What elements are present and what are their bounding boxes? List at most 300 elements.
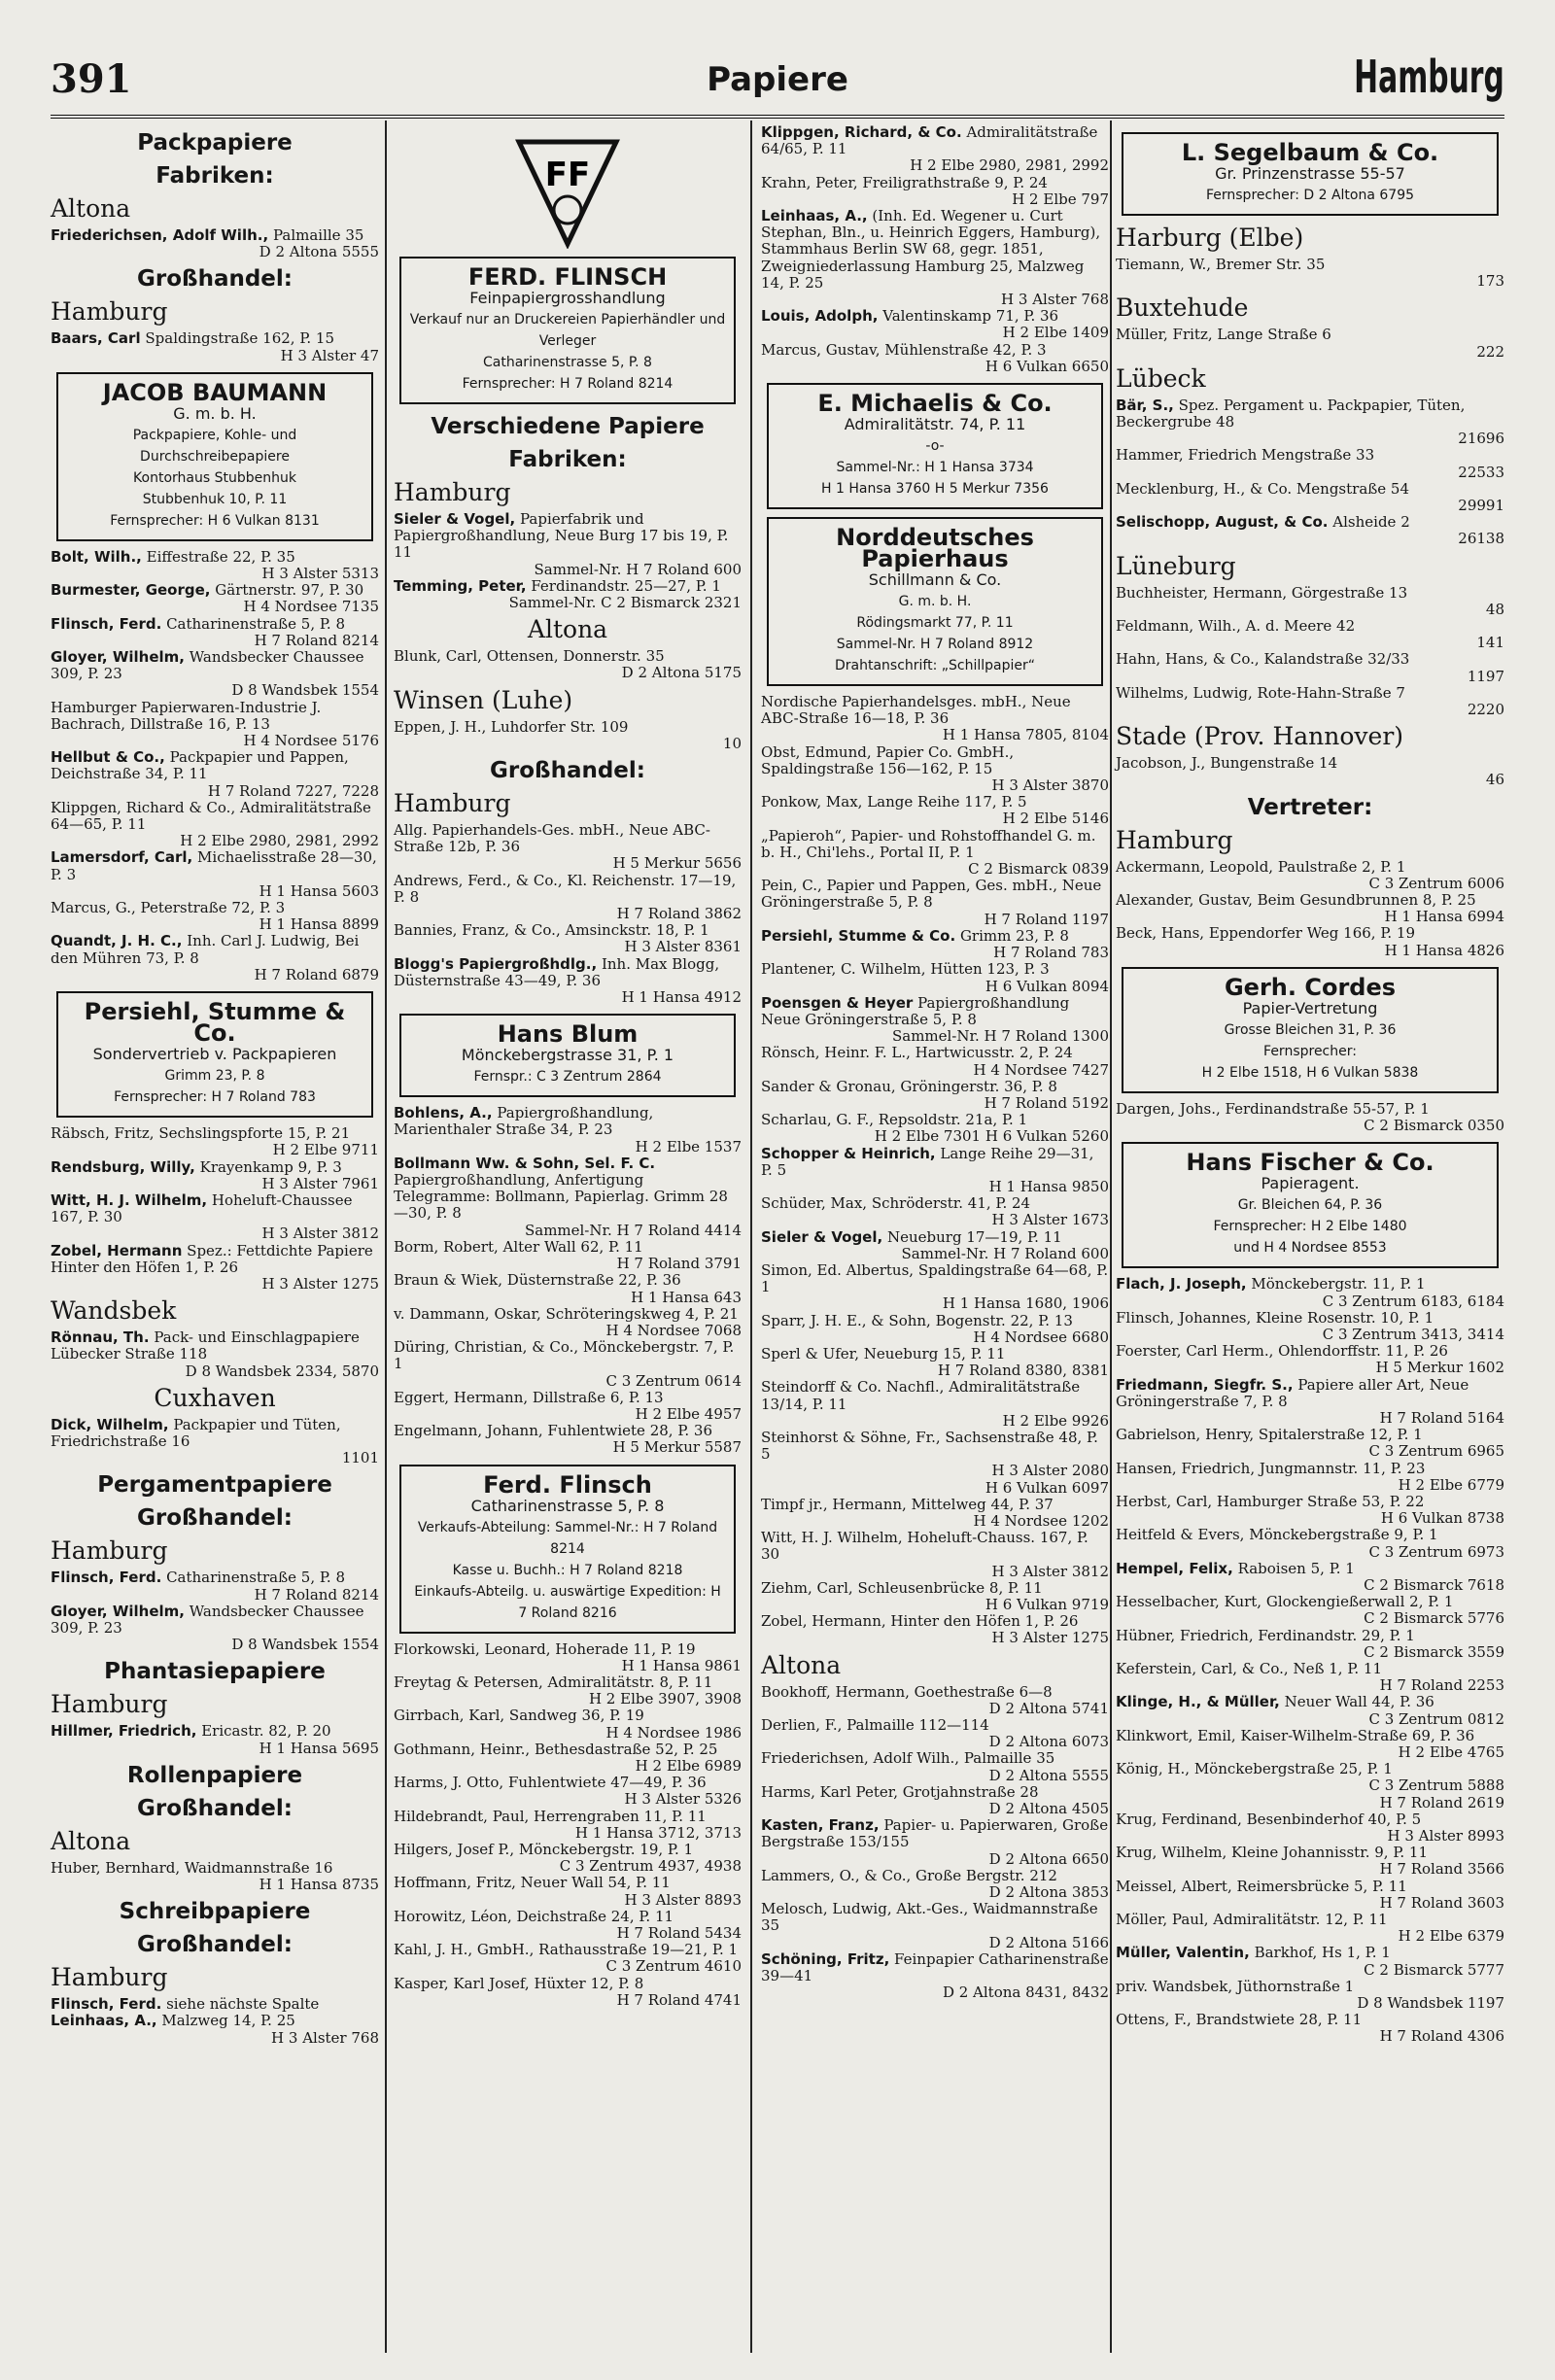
entry-address: Wandsbecker Chaussee 309, P. 23 xyxy=(51,1602,364,1637)
directory-entry xyxy=(51,1604,379,1654)
entry-phone: 1101 xyxy=(341,1449,379,1467)
entry-phone: C 2 Bismarck 5777 xyxy=(1364,1960,1504,1979)
directory-entry xyxy=(761,1868,1109,1901)
ad-line: FERD. FLINSCH xyxy=(467,263,668,291)
entry-address: Alsheide 2 xyxy=(1332,513,1410,532)
directory-entry xyxy=(51,933,379,983)
ad-line: Hans Blum xyxy=(497,1020,639,1049)
flinsch-logo-icon xyxy=(514,132,621,249)
city-heading: Altona xyxy=(761,1650,842,1679)
advertisement-box xyxy=(1122,1142,1499,1268)
entry-address: Hahn, Hans, & Co., Kalandstraße 32/33 xyxy=(1116,650,1410,669)
directory-entry xyxy=(761,794,1109,827)
city-heading: Altona xyxy=(51,194,131,223)
entry-address: Papier- u. Papierwaren, Große Bergstraße 153/155 xyxy=(761,1816,1109,1851)
directory-entry xyxy=(1116,1343,1504,1376)
ad-line: Gr. Prinzenstrasse 55-57 xyxy=(1215,164,1405,183)
ad-line: H 2 Elbe 1518, H 6 Vulkan 5838 xyxy=(1201,1064,1419,1081)
directory-entry xyxy=(394,1942,742,1975)
city-heading: Altona xyxy=(51,1826,131,1855)
column-4 xyxy=(1116,124,1504,2046)
entry-phone: H 7 Roland 4741 xyxy=(616,1990,742,2009)
directory-entry xyxy=(761,1497,1109,1530)
entry-address: Jacobson, J., Bungenstraße 14 xyxy=(1116,754,1338,773)
entry-address: Meissel, Albert, Reimersbrücke 5, P. 11 xyxy=(1116,1877,1407,1895)
entry-phone: H 3 Alster 5326 xyxy=(624,1790,742,1809)
entry-address: Heitfeld & Evers, Mönckebergstraße 9, P. 1 xyxy=(1116,1526,1438,1544)
entry-address: Inh. Carl J. Ludwig, Bei den Mühren 73, P. 8 xyxy=(51,932,360,967)
entry-name: Hempel, Felix, xyxy=(1116,1559,1233,1577)
entry-address: Packpapier und Pappen, Deichstraße 34, P. 11 xyxy=(51,748,349,783)
entry-phone: C 3 Zentrum 6183, 6184 xyxy=(1322,1292,1504,1310)
directory-entry xyxy=(761,1045,1109,1078)
page-header xyxy=(51,51,1504,119)
entry-address: Schüder, Max, Schröderstr. 41, P. 24 xyxy=(761,1194,1031,1213)
entry-phone: H 2 Elbe 797 xyxy=(1012,190,1109,208)
city-heading: Wandsbek xyxy=(51,1296,177,1326)
entry-phone: H 7 Roland 5434 xyxy=(616,1923,742,1942)
entry-phone: H 3 Alster 1275 xyxy=(991,1629,1109,1647)
entry-address: Borm, Robert, Alter Wall 62, P. 11 xyxy=(394,1237,643,1256)
entry-address: Papiere aller Art, Neue Gröningerstraße 7, P. 8 xyxy=(1116,1375,1469,1410)
entry-address: Blunk, Carl, Ottensen, Donnerstr. 35 xyxy=(394,647,665,666)
directory-entry xyxy=(51,1192,379,1243)
entry-phone: H 7 Roland 5192 xyxy=(984,1093,1109,1112)
ad-line: Einkaufs-Abteilg. u. auswärtige Expedition: H 7 Roland 8216 xyxy=(414,1583,721,1621)
entry-phone: H 4 Nordsee 6680 xyxy=(973,1328,1109,1346)
entry-address: Obst, Edmund, Papier Co. GmbH., Spaldingstraße 156—162, P. 15 xyxy=(761,742,1015,777)
directory-entry xyxy=(1116,1845,1504,1878)
entry-address: Foerster, Carl Herm., Ohlendorffstr. 11, P. 26 xyxy=(1116,1342,1448,1361)
category-heading: Fabriken: xyxy=(156,163,274,189)
entry-address: Plantener, C. Wilhelm, Hütten 123, P. 3 xyxy=(761,960,1050,979)
ad-line: H 1 Hansa 3760 H 5 Merkur 7356 xyxy=(821,481,1049,498)
advertisement-box xyxy=(767,517,1103,686)
entry-phone: 10 xyxy=(722,734,742,752)
ad-line: Sammel-Nr. H 7 Roland 8912 xyxy=(836,637,1034,653)
entry-name: Gloyer, Wilhelm, xyxy=(51,648,185,667)
directory-entry xyxy=(394,1272,742,1305)
entry-address: Sander & Gronau, Gröningerstr. 36, P. 8 xyxy=(761,1077,1057,1095)
entry-phone: H 4 Nordsee 7135 xyxy=(243,598,379,616)
entry-address: Steindorff & Co. Nachfl., Admiralitätstraße 13/14, P. 11 xyxy=(761,1378,1081,1413)
directory-entry xyxy=(1116,1795,1504,1811)
entry-phone: H 2 Elbe 3907, 3908 xyxy=(588,1690,742,1708)
entry-address: Hildebrandt, Paul, Herrengraben 11, P. 11 xyxy=(394,1807,707,1825)
entry-address: Timpf jr., Hermann, Mittelweg 44, P. 37 xyxy=(761,1495,1054,1513)
directory-entry xyxy=(51,1569,379,1603)
directory-entry xyxy=(761,308,1109,341)
entry-name: Lamersdorf, Carl, xyxy=(51,848,193,867)
entry-address: Mönckebergstr. 11, P. 1 xyxy=(1251,1275,1426,1293)
directory-entry xyxy=(51,800,379,850)
entry-phone: 21696 xyxy=(1458,430,1504,448)
directory-entry xyxy=(1116,859,1504,892)
entry-phone: H 5 Merkur 5656 xyxy=(612,854,742,873)
entry-phone: H 7 Roland 3566 xyxy=(1379,1860,1504,1879)
ad-line: Sammel-Nr.: H 1 Hansa 3734 xyxy=(836,460,1034,476)
entry-address: Papiergroßhandlung, Marienthaler Straße 34, P. 23 xyxy=(394,1104,654,1139)
entry-address: Kasper, Karl Josef, Hüxter 12, P. 8 xyxy=(394,1974,644,1992)
entry-phone: H 2 Elbe 9711 xyxy=(272,1141,379,1159)
entry-phone: H 1 Hansa 7805, 8104 xyxy=(942,726,1109,744)
ad-line: Catharinenstrasse 5, P. 8 xyxy=(483,355,652,370)
entry-phone: H 2 Elbe 6379 xyxy=(1398,1927,1504,1946)
directory-entry xyxy=(761,1817,1109,1868)
ad-line: Ferd. Flinsch xyxy=(483,1470,652,1499)
directory-entry xyxy=(761,1613,1109,1646)
directory-entry xyxy=(761,828,1109,879)
entry-address: Spez.: Fettdichte Papiere Hinter den Höfen 1, P. 26 xyxy=(51,1241,373,1276)
city-heading: Altona xyxy=(527,615,608,644)
ad-line: Mönckebergstrasse 31, P. 1 xyxy=(461,1046,674,1065)
entry-address: Beck, Hans, Eppendorfer Weg 166, P. 19 xyxy=(1116,924,1415,943)
entry-name: Sieler & Vogel, xyxy=(761,1227,883,1246)
entry-phone: H 3 Alster 3812 xyxy=(991,1562,1109,1580)
ad-line: Fernsprecher: xyxy=(1263,1043,1357,1059)
entry-phone: H 1 Hansa 5603 xyxy=(259,881,379,900)
city-heading: Hamburg xyxy=(51,297,168,327)
directory-entry xyxy=(51,900,379,933)
directory-entry xyxy=(51,1329,379,1380)
entry-address: Eiffestraße 22, P. 35 xyxy=(146,547,295,566)
advertisement-box xyxy=(399,257,736,404)
entry-address: Admiralitätstraße 64/65, P. 11 xyxy=(761,123,1098,158)
advertisement-box xyxy=(767,383,1103,509)
column-3 xyxy=(761,124,1109,2001)
directory-entry xyxy=(394,511,742,578)
directory-entry xyxy=(1116,1527,1504,1560)
ad-line: Gerh. Cordes xyxy=(1224,973,1397,1001)
entry-phone: H 2 Elbe 4765 xyxy=(1398,1742,1504,1761)
ad-line: Fernsprecher: H 7 Roland 8214 xyxy=(462,376,674,392)
entry-phone: H 7 Roland 3603 xyxy=(1379,1893,1504,1912)
entry-phone: H 6 Vulkan 9719 xyxy=(985,1596,1109,1614)
directory-entry xyxy=(394,1875,742,1908)
entry-phone: H 1 Hansa 4912 xyxy=(621,988,742,1007)
ad-line: Admiralitätstr. 74, P. 11 xyxy=(844,415,1026,434)
entry-name: Louis, Adolph, xyxy=(761,307,879,326)
entry-name: Flinsch, Ferd. xyxy=(51,1995,162,2014)
entry-name: Bohlens, A., xyxy=(394,1104,493,1122)
entry-address: Andrews, Ferd., & Co., Kl. Reichenstr. 17—19, P. 8 xyxy=(394,871,737,906)
entry-phone: H 4 Nordsee 5176 xyxy=(243,732,379,750)
directory-entry xyxy=(394,1239,742,1272)
entry-phone: 48 xyxy=(1485,600,1504,618)
entry-address: Düring, Christian, & Co., Mönckebergstr. 7, P. 1 xyxy=(394,1338,735,1373)
directory-entry xyxy=(394,1339,742,1390)
entry-address: Barkhof, Hs 1, P. 1 xyxy=(1254,1944,1391,1962)
entry-phone: H 3 Alster 5313 xyxy=(261,565,379,583)
category-heading: Schreibpapiere xyxy=(119,1899,311,1925)
entry-address: Mecklenburg, H., & Co. Mengstraße 54 xyxy=(1116,479,1410,498)
city-heading: Hamburg xyxy=(51,1963,168,1992)
directory-entry xyxy=(1116,1811,1504,1845)
entry-address: Feldmann, Wilh., A. d. Meere 42 xyxy=(1116,617,1356,636)
directory-entry xyxy=(1116,1561,1504,1594)
directory-entry xyxy=(394,1306,742,1339)
ad-line: Gr. Bleichen 64, P. 36 xyxy=(1237,1197,1383,1214)
category-heading: Großhandel: xyxy=(137,1505,293,1532)
directory-entry xyxy=(51,2013,379,2046)
entry-phone: H 1 Hansa 9850 xyxy=(988,1177,1109,1195)
directory-entry xyxy=(394,1742,742,1775)
entry-phone: D 8 Wandsbek 1554 xyxy=(231,1636,379,1654)
entry-address: Grimm 23, P. 8 xyxy=(959,926,1069,945)
entry-phone: D 8 Wandsbek 1197 xyxy=(1357,1994,1504,2013)
entry-address: Florkowski, Leonard, Hoherade 11, P. 19 xyxy=(394,1639,696,1658)
entry-phone: 22533 xyxy=(1458,463,1504,481)
column-rule xyxy=(750,121,752,2353)
directory-entry xyxy=(761,744,1109,795)
entry-address: Alexander, Gustav, Beim Gesundbrunnen 8, P. 25 xyxy=(1116,891,1476,910)
entry-address: Marcus, Gustav, Mühlenstraße 42, P. 3 xyxy=(761,340,1047,359)
entry-phone: C 3 Zentrum 6973 xyxy=(1368,1542,1504,1561)
entry-address: Spaldingstraße 162, P. 15 xyxy=(145,329,335,348)
directory-entry xyxy=(761,995,1109,1046)
entry-phone: H 7 Roland 3791 xyxy=(616,1255,742,1273)
ad-line: Grosse Bleichen 31, P. 36 xyxy=(1224,1021,1397,1038)
column-1 xyxy=(51,124,379,2047)
directory-entry xyxy=(761,208,1109,308)
directory-entry xyxy=(761,175,1109,208)
city-heading: Winsen (Luhe) xyxy=(394,685,573,714)
entry-phone: D 8 Wandsbek 2334, 5870 xyxy=(185,1362,379,1380)
ad-line: Rödingsmarkt 77, P. 11 xyxy=(856,615,1014,632)
ad-line: Papier-Vertretung xyxy=(1242,998,1378,1018)
entry-phone: H 3 Alster 8893 xyxy=(624,1890,742,1909)
entry-name: Flach, J. Joseph, xyxy=(1116,1275,1247,1293)
ad-line: G. m. b. H. xyxy=(173,403,257,423)
entry-address: Buchheister, Hermann, Görgestraße 13 xyxy=(1116,583,1408,602)
entry-phone: H 7 Roland 5164 xyxy=(1379,1408,1504,1427)
entry-phone: 46 xyxy=(1485,771,1504,789)
directory-entry xyxy=(1116,1945,1504,1978)
entry-address: Raboisen 5, P. 1 xyxy=(1237,1559,1355,1577)
ad-line: Fernsprecher: D 2 Altona 6795 xyxy=(1205,188,1415,203)
entry-address: Bannies, Franz, & Co., Amsinckstr. 18, P. 1 xyxy=(394,921,709,940)
entry-phone: H 2 Elbe 4957 xyxy=(635,1404,742,1423)
ad-line: Drahtanschrift: „Schillpapier“ xyxy=(834,658,1036,674)
entry-phone: H 2 Elbe 1537 xyxy=(635,1137,742,1156)
entry-address: Feinpapier Catharinenstraße 39—41 xyxy=(761,1949,1109,1985)
entry-phone: C 2 Bismarck 3559 xyxy=(1364,1642,1504,1661)
entry-address: Marcus, G., Peterstraße 72, P. 3 xyxy=(51,899,286,917)
entry-phone: C 3 Zentrum 6965 xyxy=(1368,1442,1504,1461)
directory-entry xyxy=(1116,2012,1504,2045)
entry-phone: Sammel-Nr. H 7 Roland 600 xyxy=(534,560,742,578)
entry-phone: H 5 Merkur 5587 xyxy=(612,1438,742,1457)
directory-entry xyxy=(394,1909,742,1942)
entry-phone: H 7 Roland 8380, 8381 xyxy=(937,1362,1109,1380)
directory-entry xyxy=(761,1901,1109,1951)
entry-name: Dick, Wilhelm, xyxy=(51,1415,169,1433)
category-heading: Packpapiere xyxy=(137,130,293,155)
entry-phone: 2220 xyxy=(1467,701,1504,719)
entry-address: Neueburg 17—19, P. 11 xyxy=(886,1227,1062,1246)
city-heading: Hamburg xyxy=(394,478,511,506)
entry-phone: H 7 Roland 3862 xyxy=(616,905,742,923)
entry-address: Krahn, Peter, Freiligrathstraße 9, P. 24 xyxy=(761,173,1048,191)
category-heading: Großhandel: xyxy=(490,758,645,784)
directory-entry xyxy=(51,1417,379,1467)
entry-phone: C 3 Zentrum 0812 xyxy=(1368,1709,1504,1728)
ad-line: Fernsprecher: H 6 Vulkan 8131 xyxy=(110,512,320,529)
entry-phone: H 3 Alster 7961 xyxy=(261,1174,379,1192)
ad-line: Stubbenhuk 10, P. 11 xyxy=(142,491,288,507)
category-heading: Großhandel: xyxy=(137,266,293,293)
entry-name: Burmester, George, xyxy=(51,581,211,600)
entry-phone: C 3 Zentrum 5888 xyxy=(1368,1776,1504,1795)
entry-address: Engelmann, Johann, Fuhlentwiete 28, P. 36 xyxy=(394,1422,712,1440)
advertisement-box xyxy=(56,372,373,541)
entry-address: siehe nächste Spalte xyxy=(166,1995,320,2014)
entry-address: Valentinskamp 71, P. 36 xyxy=(882,307,1059,326)
entry-name: Hellbut & Co., xyxy=(51,748,165,767)
directory-entry xyxy=(1116,618,1504,651)
entry-address: v. Dammann, Oskar, Schröteringskweg 4, P. 21 xyxy=(394,1304,739,1323)
entry-phone: H 3 Alster 1673 xyxy=(991,1211,1109,1229)
entry-phone: H 7 Roland 783 xyxy=(993,944,1109,962)
ad-line: Fernsprecher: H 2 Elbe 1480 xyxy=(1213,1219,1407,1235)
directory-entry xyxy=(761,1430,1109,1480)
ad-line: Fernsprecher: H 7 Roland 783 xyxy=(114,1089,316,1106)
entry-phone: H 1 Hansa 643 xyxy=(631,1288,742,1306)
directory-entry xyxy=(761,1229,1109,1262)
ad-line: Norddeutsches Papierhaus xyxy=(836,524,1034,573)
entry-phone: D 2 Altona 6650 xyxy=(988,1849,1109,1868)
ad-line: Papieragent. xyxy=(1261,1174,1360,1193)
entry-address: Pein, C., Papier und Pappen, Ges. mbH., Neue Gröningerstraße 5, P. 8 xyxy=(761,877,1102,912)
entry-address: Hoheluft-Chaussee 167, P. 30 xyxy=(51,1190,353,1226)
entry-phone: H 6 Vulkan 8094 xyxy=(985,977,1109,995)
entry-name: Schöning, Fritz, xyxy=(761,1949,890,1968)
directory-entry xyxy=(1116,1494,1504,1527)
entry-phone: H 2 Elbe 2980, 2981, 2992 xyxy=(180,832,379,850)
column-2 xyxy=(394,124,742,2009)
advertisement-box xyxy=(1122,967,1499,1093)
entry-address: Scharlau, G. F., Repsoldstr. 21a, P. 1 xyxy=(761,1111,1028,1129)
entry-address: Bookhoff, Hermann, Goethestraße 6—8 xyxy=(761,1682,1053,1701)
directory-entry xyxy=(51,649,379,700)
directory-entry xyxy=(394,956,742,1007)
entry-phone: 29991 xyxy=(1458,497,1504,515)
advertisement-box xyxy=(56,991,373,1118)
category-heading: Rollenpapiere xyxy=(126,1762,303,1788)
directory-entry xyxy=(394,822,742,873)
directory-entry xyxy=(1116,1628,1504,1661)
directory-entry xyxy=(51,616,379,649)
entry-name: Poensgen & Heyer xyxy=(761,993,914,1012)
ad-line: Grimm 23, P. 8 xyxy=(164,1068,265,1085)
entry-address: Allg. Papierhandels-Ges. mbH., Neue ABC-Straße 12b, P. 36 xyxy=(394,821,710,856)
entry-address: Krug, Wilhelm, Kleine Johannisstr. 9, P. 11 xyxy=(1116,1844,1429,1862)
entry-phone: H 3 Alster 768 xyxy=(271,2028,379,2047)
ad-line: Hans Fischer & Co. xyxy=(1186,1149,1434,1177)
ad-line: und H 4 Nordsee 8553 xyxy=(1233,1240,1387,1257)
directory-entry xyxy=(761,1580,1109,1613)
category-heading: Verschiedene Papiere xyxy=(431,414,705,439)
page-number: 391 xyxy=(51,56,132,102)
entry-address: Lammers, O., & Co., Große Bergstr. 212 xyxy=(761,1866,1057,1884)
advertisement-box xyxy=(1122,132,1499,216)
section-title: Papiere xyxy=(707,60,848,99)
directory-entry xyxy=(1116,1879,1504,1912)
entry-address: Braun & Wiek, Düsternstraße 22, P. 36 xyxy=(394,1271,681,1290)
entry-name: Bollmann Ww. & Sohn, Sel. F. C. xyxy=(394,1154,656,1172)
entry-name: Klinge, H., & Müller, xyxy=(1116,1693,1280,1711)
entry-phone: C 2 Bismarck 5776 xyxy=(1364,1609,1504,1628)
entry-phone: H 4 Nordsee 7427 xyxy=(973,1060,1109,1079)
entry-name: Müller, Valentin, xyxy=(1116,1944,1250,1962)
entry-phone: D 8 Wandsbek 1554 xyxy=(231,681,379,700)
entry-address: Gabrielson, Henry, Spitalerstraße 12, P. 1 xyxy=(1116,1426,1423,1444)
directory-entry xyxy=(761,1079,1109,1112)
ad-line: -o- xyxy=(925,438,945,455)
entry-address: Papierfabrik und Papiergroßhandlung, Neue Burg 17 bis 19, P. 11 xyxy=(394,510,729,562)
entry-address: Wilhelms, Ludwig, Rote-Hahn-Straße 7 xyxy=(1116,683,1405,702)
directory-entry xyxy=(761,878,1109,928)
entry-address: Hübner, Friedrich, Ferdinandstr. 29, P. 1 xyxy=(1116,1626,1415,1644)
city-heading: Harburg (Elbe) xyxy=(1116,224,1304,252)
entry-phone: H 1 Hansa 1680, 1906 xyxy=(942,1294,1109,1313)
directory-entry xyxy=(1116,685,1504,718)
ad-line: Packpapiere, Kohle- und Durchschreibepapiere xyxy=(132,427,297,465)
ad-line: Kasse u. Buchh.: H 7 Roland 8218 xyxy=(452,1562,683,1578)
entry-phone: H 3 Alster 2080 xyxy=(991,1462,1109,1480)
directory-entry xyxy=(1116,1761,1504,1794)
directory-entry xyxy=(1116,1377,1504,1428)
ad-line: Fernspr.: C 3 Zentrum 2864 xyxy=(473,1069,662,1086)
entry-address: Lange Reihe 29—31, P. 5 xyxy=(761,1144,1094,1179)
entry-address: Spez. Pergament u. Packpapier, Tüten, Beckergrube 48 xyxy=(1116,396,1466,431)
entry-address: Simon, Ed. Albertus, Spaldingstraße 64—68, P. 1 xyxy=(761,1260,1109,1296)
directory-entry xyxy=(394,1390,742,1423)
directory-entry xyxy=(1116,397,1504,448)
entry-address: Huber, Bernhard, Waidmannstraße 16 xyxy=(51,1858,333,1877)
entry-address: Papiergroßhandlung, Anfertigung Telegramme: Bollmann, Papierlag. Grimm 28—30, P. 8 xyxy=(394,1171,728,1223)
directory-entry xyxy=(51,227,379,260)
entry-phone: H 7 Roland 8214 xyxy=(254,631,379,649)
entry-name: Friedmann, Siegfr. S., xyxy=(1116,1375,1294,1394)
directory-entry xyxy=(1116,1594,1504,1627)
entry-phone: C 3 Zentrum 4937, 4938 xyxy=(559,1857,742,1876)
directory-entry xyxy=(761,1346,1109,1379)
entry-address: Hamburger Papierwaren-Industrie J. Bachrach, Dillstraße 16, P. 13 xyxy=(51,698,322,733)
entry-name: Sieler & Vogel, xyxy=(394,510,516,528)
entry-address: Harms, Karl Peter, Grotjahnstraße 28 xyxy=(761,1782,1039,1801)
entry-address: Nordische Papierhandelsges. mbH., Neue ABC-Straße 16—18, P. 36 xyxy=(761,693,1071,728)
entry-phone: H 3 Alster 8361 xyxy=(624,938,742,956)
entry-address: Papiergroßhandlung Neue Gröningerstraße 5, P. 8 xyxy=(761,993,1070,1028)
entry-name: Friederichsen, Adolf Wilh., xyxy=(51,226,269,244)
directory-entry xyxy=(394,719,742,752)
advertisement-box xyxy=(399,1465,736,1634)
directory-entry xyxy=(761,1530,1109,1580)
directory-entry xyxy=(394,1976,742,2009)
directory-entry xyxy=(761,928,1109,961)
entry-phone: D 2 Altona 5741 xyxy=(988,1699,1109,1717)
directory-entry xyxy=(394,1674,742,1707)
city-heading: Hamburg xyxy=(51,1536,168,1566)
entry-address: Ponkow, Max, Lange Reihe 117, P. 5 xyxy=(761,793,1027,811)
entry-name: Gloyer, Wilhelm, xyxy=(51,1602,185,1620)
entry-address: Ziehm, Carl, Schleusenbrücke 8, P. 11 xyxy=(761,1578,1043,1597)
directory-entry xyxy=(761,1951,1109,2002)
entry-address: priv. Wandsbek, Jüthornstraße 1 xyxy=(1116,1977,1355,1995)
directory-entry xyxy=(394,1641,742,1674)
entry-name: Selischopp, August, & Co. xyxy=(1116,513,1329,532)
